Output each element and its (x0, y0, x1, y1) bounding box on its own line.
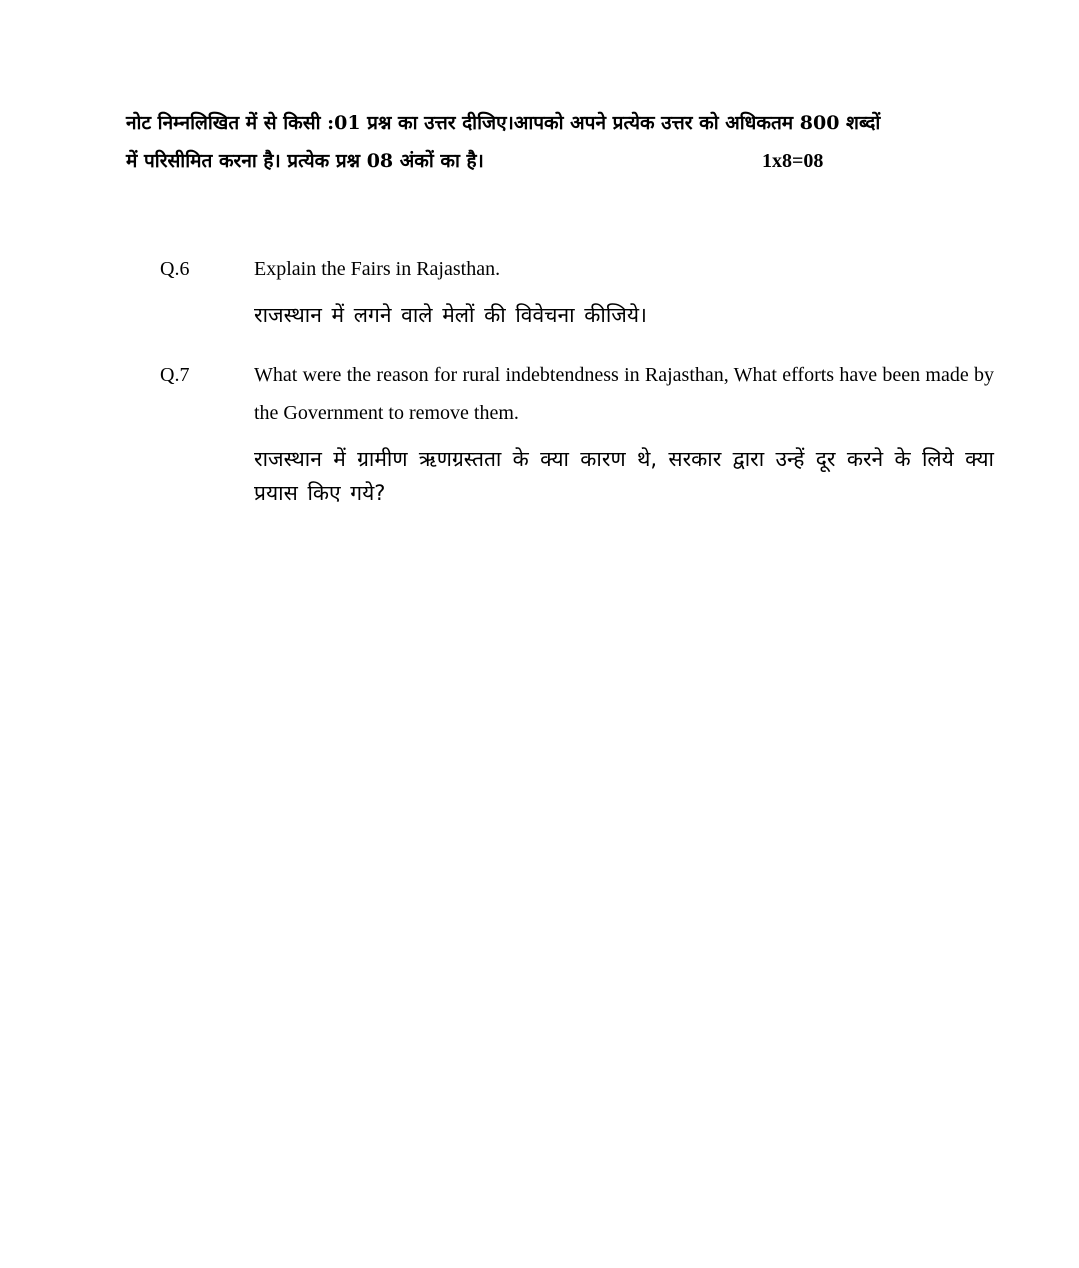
question-body (254, 250, 994, 332)
note-line-2: में परिसीमित करना है। प्रत्येक प्रश्न 08 अंकों का है। (126, 150, 484, 172)
instruction-note (126, 104, 1006, 180)
question-number: Q.6 (160, 258, 190, 280)
question-number: Q.7 (160, 364, 190, 386)
marks-scheme: 1x8=08 (762, 150, 824, 172)
question-text-hindi: राजस्थान में लगने वाले मेलों की विवेचना कीजिये। (254, 303, 647, 327)
question-text-english: What were the reason for rural indebtendness in Rajasthan, What efforts have been made by the Government to remove them. (254, 364, 994, 424)
note-line-2-wrapper (126, 142, 1006, 180)
question-text-english: Explain the Fairs in Rajasthan. (254, 258, 501, 280)
question-text-hindi: राजस्थान में ग्रामीण ऋणग्रस्तता के क्या कारण थे, सरकार द्वारा उन्हें दूर करने के लिये क्या प्रयास किए गये? (254, 447, 994, 505)
question-body (254, 356, 994, 510)
note-line-1: नोट निम्नलिखित में से किसी :01 प्रश्न का उत्तर दीजिए।आपको अपने प्रत्येक उत्तर को अधिकतम 800 शब्दों (126, 112, 881, 134)
